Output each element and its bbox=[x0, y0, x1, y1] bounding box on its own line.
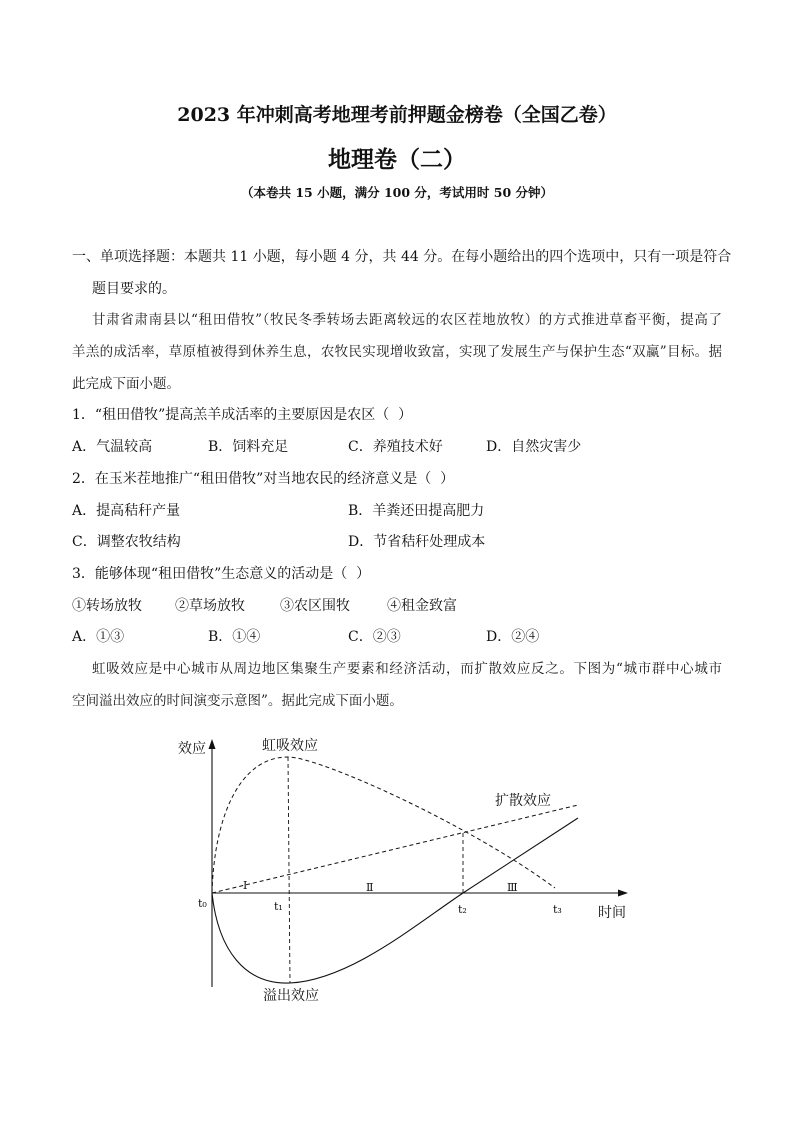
option-row bbox=[72, 527, 722, 559]
siphon-effect-curve bbox=[212, 757, 555, 893]
option-row bbox=[72, 496, 722, 528]
option: C．养殖技术好 bbox=[348, 439, 443, 456]
option-row bbox=[72, 622, 722, 654]
question-stem: 1．“租田借牧”提高羔羊成活率的主要原因是农区（ ） bbox=[72, 407, 413, 424]
option: B．饲料充足 bbox=[208, 439, 289, 456]
tick-label-t0: t₀ bbox=[198, 897, 207, 910]
passage-line: 空间溢出效应的时间演变示意图”。据此完成下面小题。 bbox=[72, 692, 403, 709]
option: A．气温较高 bbox=[72, 439, 153, 456]
option: D．②④ bbox=[486, 629, 540, 646]
option-row bbox=[72, 432, 722, 464]
tick-label-t3: t₃ bbox=[553, 903, 562, 916]
spillover-effect-diagram bbox=[0, 725, 794, 1020]
spillover-effect-label: 溢出效应 bbox=[263, 988, 319, 1004]
passage-line: 此完成下面小题。 bbox=[72, 375, 180, 392]
stage-label-1: Ⅰ bbox=[243, 879, 248, 892]
statement-item: ④租金致富 bbox=[387, 597, 457, 614]
spillover-effect-curve bbox=[212, 818, 578, 983]
exam-instructions: （本卷共 15 小题，满分 100 分，考试用时 50 分钟） bbox=[241, 185, 553, 200]
statement-item: ②草场放牧 bbox=[175, 597, 245, 614]
option: D．节省秸秆处理成本 bbox=[348, 534, 486, 551]
option: B．羊粪还田提高肥力 bbox=[348, 502, 485, 519]
diffusion-effect-line bbox=[212, 805, 578, 893]
y-axis-arrow bbox=[209, 739, 216, 749]
option: C．②③ bbox=[348, 629, 401, 646]
passage-line: 甘肃省肃南县以“租田借牧”（牧民冬季转场去距离较远的农区茬地放牧）的方式推进草畜平衡，提高了 bbox=[92, 312, 722, 329]
passage-line: 虹吸效应是中心城市从周边地区集聚生产要素和经济活动，而扩散效应反之。下图为“城市群中心城市 bbox=[92, 660, 722, 677]
option: D．自然灾害少 bbox=[486, 439, 582, 456]
siphon-effect-label: 虹吸效应 bbox=[262, 738, 318, 754]
tick-label-t2: t₂ bbox=[458, 903, 467, 916]
option: A．提高秸秆产量 bbox=[72, 502, 181, 519]
option: C．调整农牧结构 bbox=[72, 534, 181, 551]
x-axis-arrow bbox=[618, 890, 628, 897]
tick-label-t1: t₁ bbox=[274, 900, 283, 913]
question-stem: 3．能够体现“租田借牧”生态意义的活动是（ ） bbox=[72, 565, 371, 582]
question-body bbox=[72, 242, 732, 717]
x-axis-label: 时间 bbox=[598, 905, 626, 921]
exam-title: 2023 年冲刺高考地理考前押题金榜卷（全国乙卷） bbox=[177, 104, 617, 126]
passage-line: 羊羔的成活率，草原植被得到休养生息，农牧民实现增收致富，实现了发展生产与保护生态“双赢”目标。据 bbox=[72, 344, 722, 361]
option: B．①④ bbox=[208, 629, 261, 646]
y-axis-label: 效应 bbox=[178, 741, 206, 757]
statement-item: ③农区围牧 bbox=[280, 597, 350, 614]
diffusion-effect-label: 扩散效应 bbox=[495, 793, 551, 809]
statement-item: ①转场放牧 bbox=[72, 597, 142, 614]
option: A．①③ bbox=[72, 629, 125, 646]
paper-subtitle: 地理卷（二） bbox=[328, 146, 466, 173]
stage-label-2: Ⅱ bbox=[366, 881, 374, 894]
section-heading-line: 题目要求的。 bbox=[92, 280, 176, 297]
t1-guide-line bbox=[288, 757, 290, 983]
statement-row bbox=[72, 591, 722, 623]
section-heading-line: 一、单项选择题：本题共 11 小题，每小题 4 分，共 44 分。在每小题给出的四个选项中，只有一项是符合 bbox=[72, 249, 732, 265]
stage-label-3: Ⅲ bbox=[507, 881, 518, 894]
question-stem: 2．在玉米茬地推广“租田借牧”对当地农民的经济意义是（ ） bbox=[72, 470, 455, 487]
